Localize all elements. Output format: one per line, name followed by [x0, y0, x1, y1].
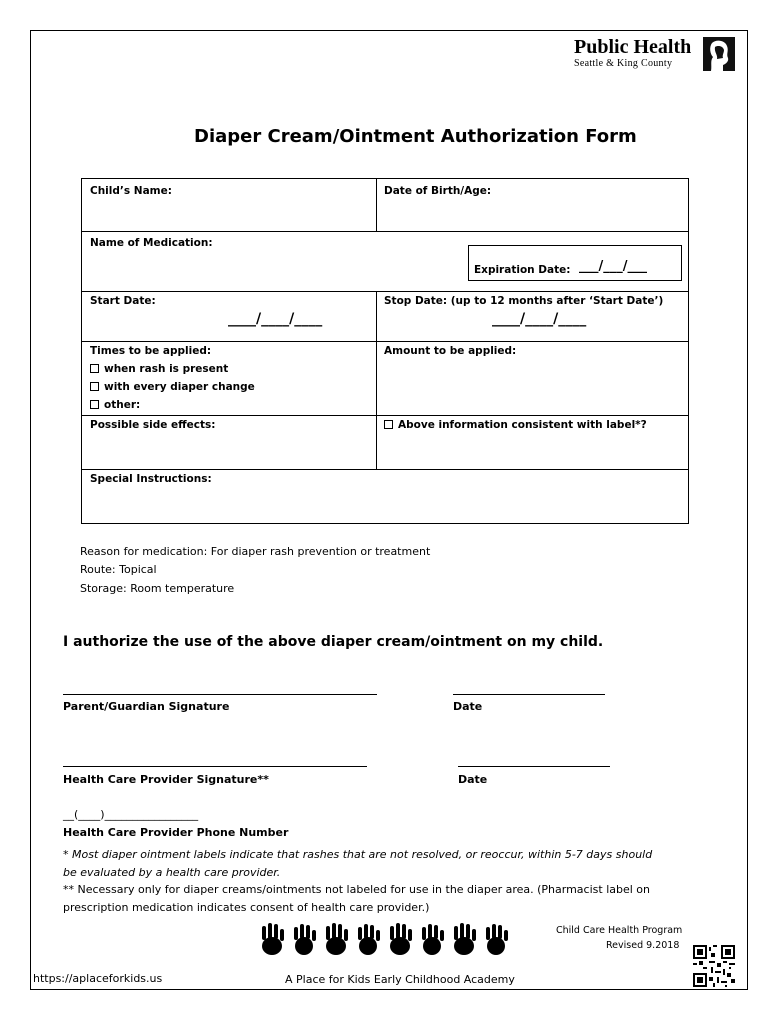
expiration-box [468, 245, 682, 281]
option-rash-label: when rash is present [104, 363, 229, 375]
provider-phone-label: Health Care Provider Phone Number [63, 826, 289, 839]
option-rash-present[interactable] [90, 363, 228, 375]
parent-date-line[interactable] [453, 694, 605, 695]
reason-text: Reason for medication: For diaper rash prevention or treatment [80, 545, 431, 558]
org-name: Public Health [574, 36, 692, 58]
note-1-line-2: be evaluated by a health care provider. [63, 866, 281, 879]
provider-date-label: Date [458, 773, 488, 786]
authorization-statement: I authorize the use of the above diaper cream/ointment on my child. [63, 634, 604, 650]
checkbox-icon[interactable] [90, 364, 99, 373]
stop-date-field[interactable]: ____/____/____ [492, 311, 587, 327]
checkbox-icon[interactable] [384, 420, 393, 429]
option-every-change-label: with every diaper change [104, 381, 255, 393]
checkbox-icon[interactable] [90, 382, 99, 391]
provider-signature-label: Health Care Provider Signature** [63, 773, 269, 786]
parent-signature-line[interactable] [63, 694, 377, 695]
provider-phone-field[interactable]: __(____)_________________ [63, 808, 199, 821]
provider-date-line[interactable] [458, 766, 610, 767]
parent-signature-label: Parent/Guardian Signature [63, 700, 230, 713]
note-2-line-2: prescription medication indicates consent of health care provider.) [63, 901, 430, 914]
option-other[interactable] [90, 399, 140, 411]
option-other-label: other: [104, 399, 141, 411]
note-2-line-1: ** Necessary only for diaper creams/ointments not labeled for use in the diaper area. (Pharmacist label on [63, 883, 650, 896]
handprints-icon [254, 920, 516, 960]
route-text: Route: Topical [80, 563, 157, 576]
start-date-field[interactable]: ____/____/____ [228, 311, 323, 327]
authorization-table [81, 178, 689, 524]
childs-name-label: Child’s Name: [90, 185, 172, 197]
consistent-label-check[interactable] [384, 419, 647, 431]
special-instructions-label: Special Instructions: [90, 473, 212, 485]
expiration-date-field[interactable]: ___/___/___ [579, 259, 647, 274]
expiration-date-label: Expiration Date: [474, 264, 571, 276]
stop-date-label: Stop Date: (up to 12 months after ‘Start Date’) [384, 295, 664, 307]
provider-signature-line[interactable] [63, 766, 367, 767]
dob-age-label: Date of Birth/Age: [384, 185, 492, 197]
checkbox-icon[interactable] [90, 400, 99, 409]
footer-url[interactable]: https://aplaceforkids.us [33, 972, 163, 985]
footer-academy: A Place for Kids Early Childhood Academy [285, 973, 515, 986]
option-every-change[interactable] [90, 381, 255, 393]
consistent-label-text: Above information consistent with label*? [398, 419, 647, 431]
public-health-logo-icon [703, 37, 735, 71]
amount-label: Amount to be applied: [384, 345, 517, 357]
times-applied-label: Times to be applied: [90, 345, 212, 357]
note-1-line-1: * Most diaper ointment labels indicate that rashes that are not resolved, or reoccur, within 5-7 days should [63, 848, 653, 861]
qr-code-icon[interactable] [693, 945, 735, 987]
start-date-label: Start Date: [90, 295, 156, 307]
program-revised: Revised 9.2018 [606, 940, 680, 951]
org-subtitle: Seattle & King County [574, 58, 673, 69]
parent-date-label: Date [453, 700, 483, 713]
medication-name-label: Name of Medication: [90, 237, 213, 249]
page-title: Diaper Cream/Ointment Authorization Form [194, 126, 637, 147]
side-effects-label: Possible side effects: [90, 419, 216, 431]
program-name: Child Care Health Program [556, 925, 683, 936]
storage-text: Storage: Room temperature [80, 582, 235, 595]
